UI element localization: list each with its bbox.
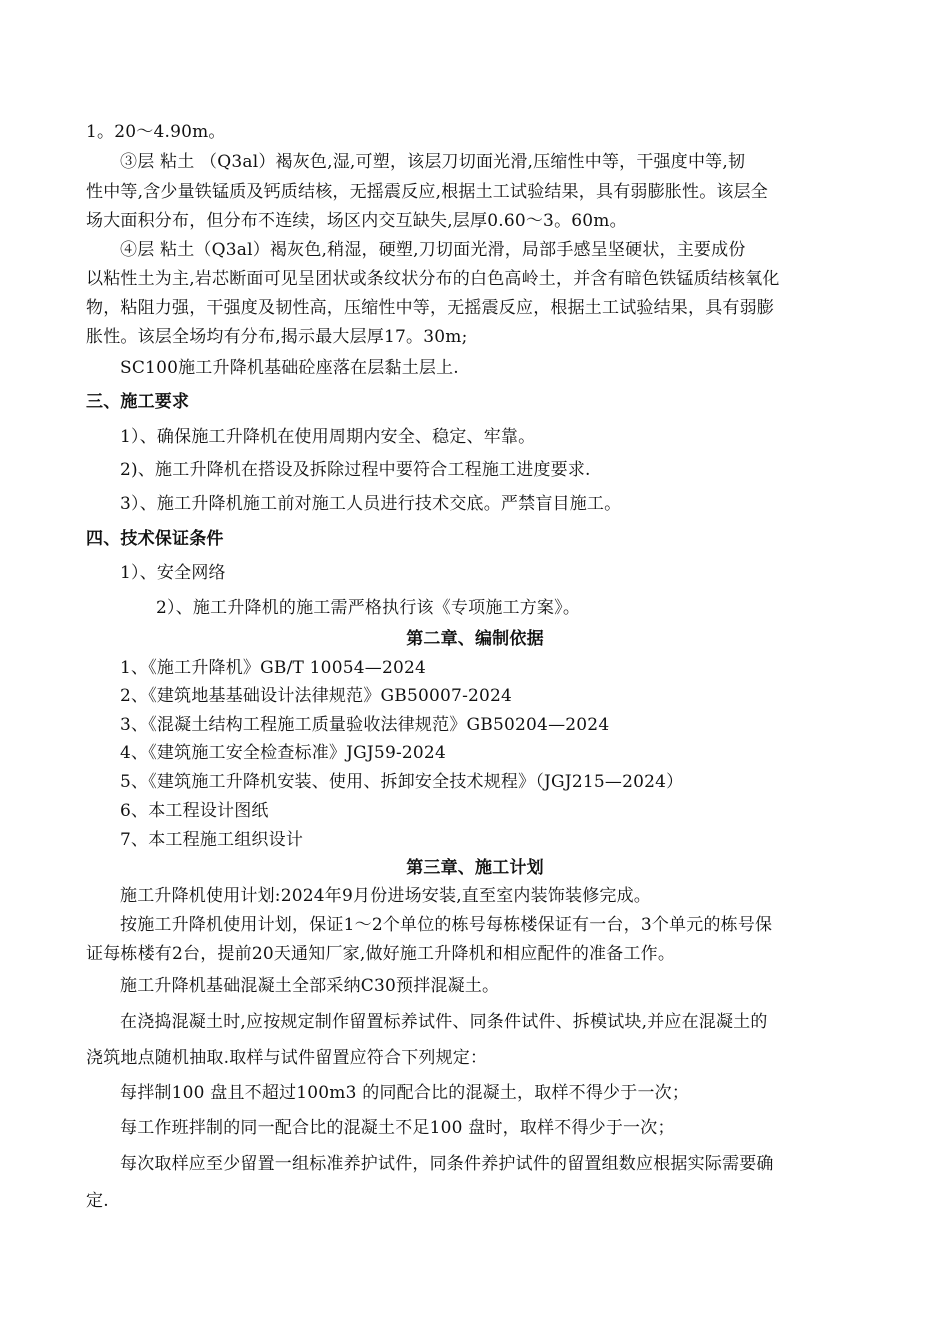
paragraph-line: 以粘性土为主,岩芯断面可见呈团状或条纹状分布的白色高岭土，并含有暗色铁锰质结核氧化 — [86, 269, 780, 289]
list-item: 2)、施工升降机在搭设及拆除过程中要符合工程施工进度要求. — [120, 460, 591, 480]
paragraph-line: 物，粘阻力强，干强度及韧性高，压缩性中等，无摇震反应，根据土工试验结果，具有弱膨 — [86, 298, 774, 318]
list-item: 2）、施工升降机的施工需严格执行该《专项施工方案》。 — [156, 598, 581, 618]
paragraph-line: 定. — [86, 1191, 109, 1211]
reference-item: 2、《建筑地基基础设计法律规范》GB50007-2024 — [120, 686, 513, 706]
paragraph-line: 按施工升降机使用计划，保证1～2个单位的栋号每栋楼保证有一台，3个单元的栋号保 — [120, 915, 773, 935]
reference-item: 4、《建筑施工安全检查标准》JGJ59-2024 — [120, 743, 446, 763]
reference-item: 5、《建筑施工升降机安装、使用、拆卸安全技术规程》（JGJ215—2024） — [120, 772, 684, 792]
paragraph-line: 在浇捣混凝土时,应按规定制作留置标养试件、同条件试件、拆模试块,并应在混凝土的 — [120, 1012, 768, 1032]
paragraph-line: 每次取样应至少留置一组标准养护试件，同条件养护试件的留置组数应根据实际需要确 — [120, 1154, 774, 1174]
paragraph-line: ③层 粘土 （Q3al）褐灰色,湿,可塑，该层刀切面光滑,压缩性中等，干强度中等,韧 — [120, 152, 746, 172]
paragraph-line: 证每栋楼有2台，提前20天通知厂家,做好施工升降机和相应配件的准备工作。 — [86, 944, 676, 964]
paragraph-line: 1。20～4.90m。 — [86, 122, 226, 142]
paragraph-line: 胀性。该层全场均有分布,揭示最大层厚17。30m; — [86, 327, 468, 347]
paragraph-line: 性中等,含少量铁锰质及钙质结核，无摇震反应,根据土工试验结果，具有弱膨胀性。该层全 — [86, 182, 769, 202]
paragraph-line: 施工升降机基础混凝土全部采纳C30预拌混凝土。 — [120, 976, 500, 996]
chapter-heading: 第二章、编制依据 — [406, 629, 544, 649]
list-item: 1）、确保施工升降机在使用周期内安全、稳定、牢靠。 — [120, 427, 536, 447]
section-heading: 三、施工要求 — [86, 392, 190, 412]
reference-item: 1、《施工升降机》GB/T 10054—2024 — [120, 658, 427, 678]
paragraph-line: 每工作班拌制的同一配合比的混凝土不足100 盘时，取样不得少于一次； — [120, 1118, 675, 1138]
reference-item: 7、本工程施工组织设计 — [120, 830, 304, 850]
paragraph-line: 施工升降机使用计划:2024年9月份进场安装,直至室内装饰装修完成。 — [120, 886, 652, 906]
list-item: 3）、施工升降机施工前对施工人员进行技术交底。严禁盲目施工。 — [120, 494, 622, 514]
section-heading: 四、技术保证条件 — [86, 529, 224, 549]
paragraph-line: SC100施工升降机基础砼座落在层黏土层上. — [120, 358, 459, 378]
paragraph-line: 浇筑地点随机抽取.取样与试件留置应符合下列规定： — [86, 1048, 488, 1068]
chapter-heading: 第三章、施工计划 — [406, 858, 544, 878]
reference-item: 3、《混凝土结构工程施工质量验收法律规范》GB50204—2024 — [120, 715, 610, 735]
paragraph-line: 场大面积分布，但分布不连续，场区内交互缺失,层厚0.60～3。60m。 — [86, 211, 627, 231]
paragraph-line: ④层 粘土（Q3al）褐灰色,稍湿，硬塑,刀切面光滑，局部手感呈坚硬状，主要成份 — [120, 240, 746, 260]
paragraph-line: 每拌制100 盘且不超过100m3 的同配合比的混凝土，取样不得少于一次； — [120, 1083, 690, 1103]
reference-item: 6、本工程设计图纸 — [120, 801, 269, 821]
list-item: 1）、安全网络 — [120, 563, 226, 583]
